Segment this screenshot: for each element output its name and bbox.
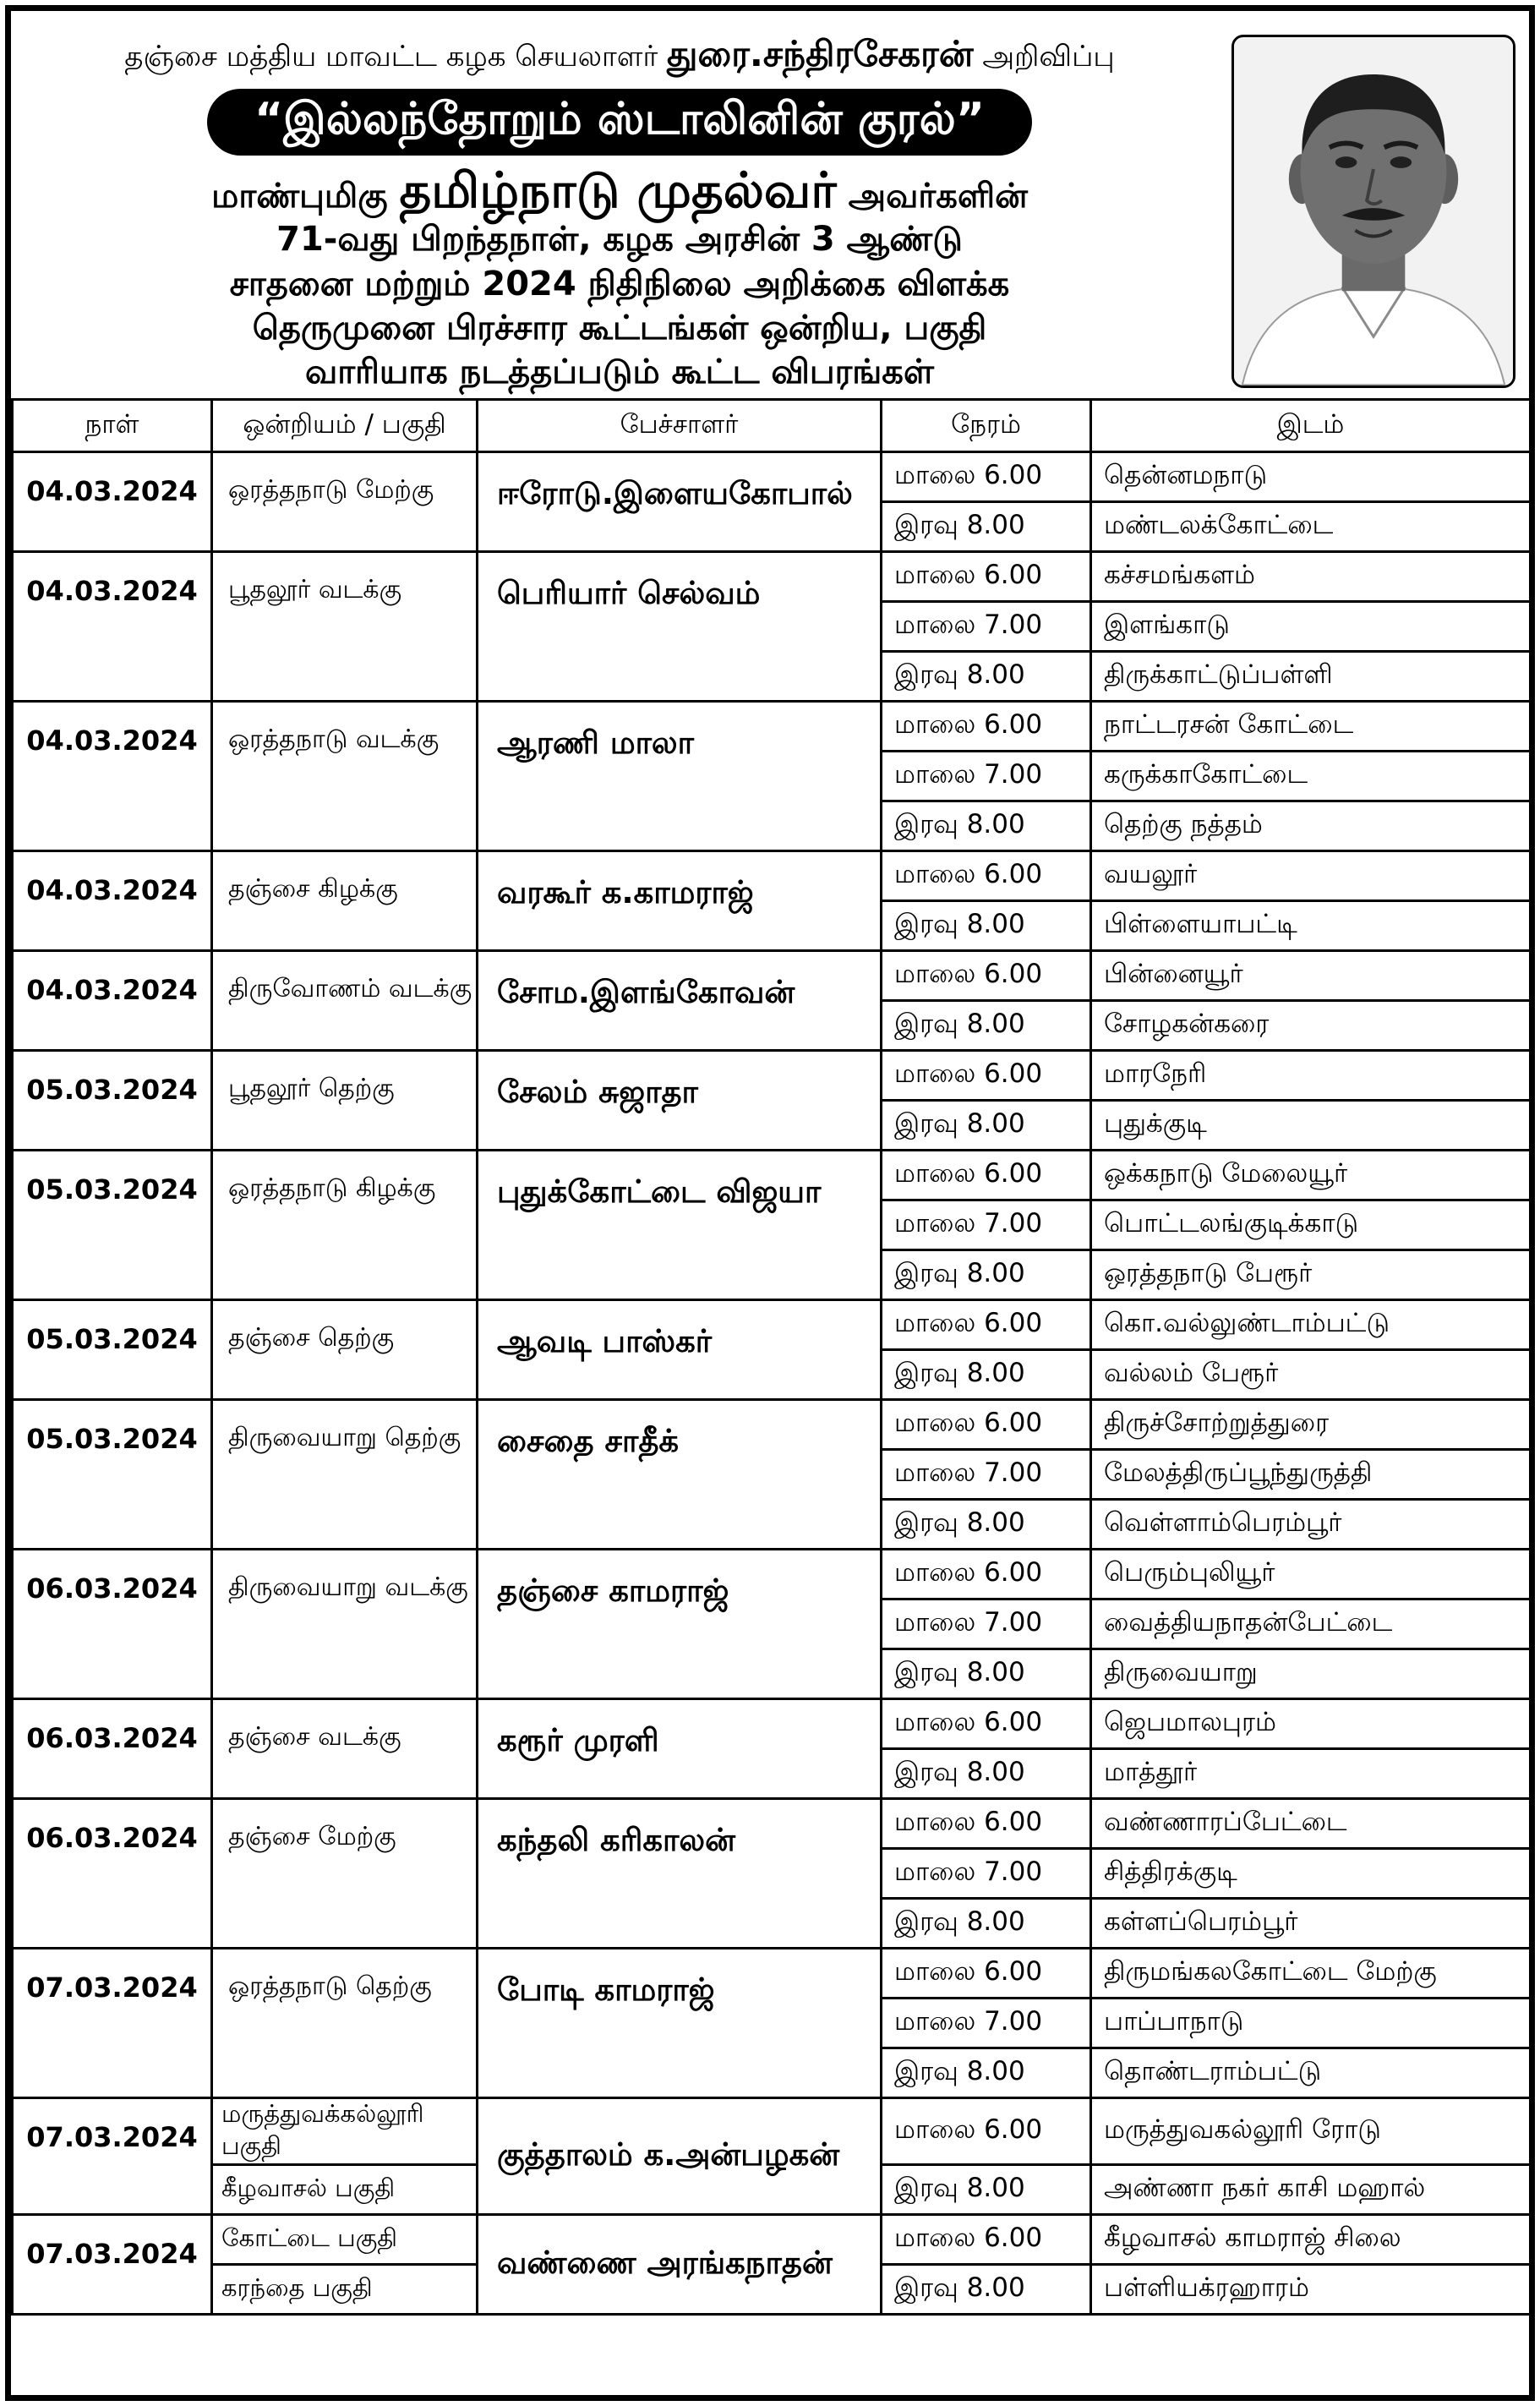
meeting-venue: பின்னையூர் [1091,951,1531,1001]
meeting-time: இரவு 8.00 [882,1899,1091,1949]
meeting-venue: திருமங்கலகோட்டை மேற்கு [1091,1949,1531,1999]
union-area: பூதலூர் வடக்கு [212,552,478,702]
meeting-venue: வைத்தியநாதன்பேட்டை [1091,1599,1531,1649]
heading-line-6: தெருமுனை பிரச்சார கூட்டங்கள் ஒன்றிய, பகுதி [252,309,987,347]
meeting-venue: ஒரத்தநாடு பேரூர் [1091,1250,1531,1300]
speaker-name: வரகூர் க.காமராஜ் [478,851,882,951]
table-row [13,1151,1531,1200]
meeting-venue: வயலூர் [1091,851,1531,901]
table-row [13,951,1531,1001]
meeting-time: இரவு 8.00 [882,1649,1091,1699]
meeting-venue: புதுக்குடி [1091,1101,1531,1151]
speaker-name: குத்தாலம் க.அன்பழகன் [478,2098,882,2215]
column-header-time: நேரம் [882,400,1091,452]
campaign-title-banner [11,89,1228,156]
union-area: ஒரத்தநாடு கிழக்கு [212,1151,478,1300]
schedule-table [11,398,1532,2316]
union-area: தஞ்சை மேற்கு [212,1799,478,1949]
meeting-venue: ஜெபமாலபுரம் [1091,1699,1531,1749]
table-row [13,702,1531,752]
meeting-venue: பெரும்புலியூர் [1091,1550,1531,1599]
meeting-time: இரவு 8.00 [882,901,1091,951]
table-row [13,452,1531,502]
cm-title: தமிழ்நாடு முதல்வர் [399,161,837,219]
meeting-date: 06.03.2024 [13,1699,212,1799]
meeting-date: 04.03.2024 [13,702,212,851]
heading-line-7: வாரியாக நடத்தப்படும் கூட்ட விபரங்கள் [304,353,934,391]
meeting-venue: சோழகன்கரை [1091,1001,1531,1051]
meeting-venue: ஒக்கநாடு மேலையூர் [1091,1151,1531,1200]
meeting-venue: தொண்டராம்பட்டு [1091,2048,1531,2098]
speaker-name: புதுக்கோட்டை விஜயா [478,1151,882,1300]
meeting-time: மாலை 7.00 [882,1999,1091,2048]
speaker-name: வண்ணை அரங்கநாதன் [478,2215,882,2315]
chief-minister-line [11,161,1228,226]
speaker-name: ஈரோடு.இளையகோபால் [478,452,882,552]
portrait-illustration [1234,37,1513,386]
meeting-time: மாலை 7.00 [882,752,1091,801]
meeting-venue: மண்டலக்கோட்டை [1091,502,1531,552]
meeting-venue: வல்லம் பேரூர் [1091,1350,1531,1400]
table-row [13,552,1531,602]
column-header-date: நாள் [13,400,212,452]
meeting-time: இரவு 8.00 [882,1500,1091,1550]
meeting-time: மாலை 6.00 [882,851,1091,901]
union-area: தஞ்சை வடக்கு [212,1699,478,1799]
speaker-name: கரூர் முரளி [478,1699,882,1799]
meeting-time: இரவு 8.00 [882,1101,1091,1151]
table-row [13,851,1531,901]
union-area: திருவையாறு தெற்கு [212,1400,478,1550]
meeting-time: இரவு 8.00 [882,1350,1091,1400]
table-row [13,1300,1531,1350]
table-row [13,1699,1531,1749]
speaker-name: கந்தலி கரிகாலன் [478,1799,882,1949]
meeting-time: மாலை 6.00 [882,702,1091,752]
meeting-venue: கச்சமங்களம் [1091,552,1531,602]
meeting-time: மாலை 6.00 [882,1799,1091,1849]
column-header-area: ஒன்றியம் / பகுதி [212,400,478,452]
meeting-time: இரவு 8.00 [882,1001,1091,1051]
meeting-venue: கள்ளப்பெரம்பூர் [1091,1899,1531,1949]
meeting-time: மாலை 6.00 [882,1699,1091,1749]
meeting-venue: கருக்காகோட்டை [1091,752,1531,801]
meeting-time: மாலை 6.00 [882,951,1091,1001]
schedule-body [13,452,1531,2315]
heading-line-4: 71-வது பிறந்தநாள், கழக அரசின் 3 ஆண்டு [276,220,963,259]
meeting-venue: திருக்காட்டுப்பள்ளி [1091,652,1531,702]
union-area: திருவையாறு வடக்கு [212,1550,478,1699]
meeting-time: மாலை 6.00 [882,1051,1091,1101]
meeting-venue: இளங்காடு [1091,602,1531,652]
table-row [13,1949,1531,1999]
meeting-venue: தெற்கு நத்தம் [1091,801,1531,851]
meeting-date: 05.03.2024 [13,1151,212,1300]
meeting-date: 04.03.2024 [13,552,212,702]
speaker-name: சோம.இளங்கோவன் [478,951,882,1051]
heading-line-5: சாதனை மற்றும் 2024 நிதிநிலை அறிக்கை விளக்க [229,265,1010,303]
meeting-time: இரவு 8.00 [882,652,1091,702]
meeting-venue: திருச்சோற்றுத்துரை [1091,1400,1531,1450]
meeting-date: 06.03.2024 [13,1799,212,1949]
meeting-time: இரவு 8.00 [882,1250,1091,1300]
meeting-venue: பொட்டலங்குடிக்காடு [1091,1200,1531,1250]
union-area: தஞ்சை தெற்கு [212,1300,478,1400]
meeting-venue: மருத்துவகல்லூரி ரோடு [1091,2098,1531,2165]
meeting-date: 06.03.2024 [13,1550,212,1699]
union-area: ஒரத்தநாடு மேற்கு [212,452,478,552]
meeting-venue: தென்னமநாடு [1091,452,1531,502]
meeting-date: 07.03.2024 [13,1949,212,2098]
meeting-date: 04.03.2024 [13,851,212,951]
meeting-time: மாலை 7.00 [882,1200,1091,1250]
announcer-name: துரை.சந்திரசேகரன் [667,33,974,74]
union-area: கரந்தை பகுதி [212,2265,478,2315]
meeting-time: மாலை 6.00 [882,452,1091,502]
union-area: பூதலூர் தெற்கு [212,1051,478,1151]
meeting-time: இரவு 8.00 [882,2165,1091,2215]
meeting-time: இரவு 8.00 [882,502,1091,552]
speaker-name: ஆவடி பாஸ்கர் [478,1300,882,1400]
meeting-time: மாலை 6.00 [882,1400,1091,1450]
meeting-time: இரவு 8.00 [882,2048,1091,2098]
meeting-venue: நாட்டரசன் கோட்டை [1091,702,1531,752]
meeting-venue: கீழவாசல் காமராஜ் சிலை [1091,2215,1531,2265]
meeting-date: 04.03.2024 [13,951,212,1051]
union-area: மருத்துவக்கல்லூரி பகுதி [212,2098,478,2165]
table-row [13,1799,1531,1849]
meeting-time: மாலை 6.00 [882,1949,1091,1999]
column-header-venue: இடம் [1091,400,1531,452]
meeting-venue: மாத்தூர் [1091,1749,1531,1799]
meeting-time: மாலை 6.00 [882,2215,1091,2265]
table-row [13,2098,1531,2165]
meeting-time: மாலை 6.00 [882,552,1091,602]
schedule-table-container [11,398,1529,2316]
meeting-date: 07.03.2024 [13,2215,212,2315]
union-area: கோட்டை பகுதி [212,2215,478,2265]
meeting-venue: பள்ளியக்ரஹாரம் [1091,2265,1531,2315]
campaign-title: “இல்லந்தோறும் ஸ்டாலினின் குரல்” [207,89,1032,156]
meeting-time: இரவு 8.00 [882,801,1091,851]
speaker-name: பெரியார் செல்வம் [478,552,882,702]
meeting-venue: பிள்ளையாபட்டி [1091,901,1531,951]
meeting-time: மாலை 6.00 [882,1300,1091,1350]
union-area: ஒரத்தநாடு தெற்கு [212,1949,478,2098]
meeting-time: மாலை 7.00 [882,602,1091,652]
table-header-row [13,400,1531,452]
speaker-name: சேலம் சுஜாதா [478,1051,882,1151]
meeting-time: மாலை 7.00 [882,1450,1091,1500]
meeting-date: 05.03.2024 [13,1400,212,1550]
meeting-date: 05.03.2024 [13,1051,212,1151]
speaker-name: போடி காமராஜ் [478,1949,882,2098]
union-area: திருவோணம் வடக்கு [212,951,478,1051]
announcer-suffix: அறிவிப்பு [982,40,1115,74]
cm-suffix: அவர்களின் [848,177,1028,216]
meeting-time: மாலை 6.00 [882,1550,1091,1599]
column-header-speaker: பேச்சாளர் [478,400,882,452]
meeting-time: மாலை 7.00 [882,1849,1091,1899]
meeting-venue: அண்ணா நகர் காசி மஹால் [1091,2165,1531,2215]
announcer-prefix: தஞ்சை மத்திய மாவட்ட கழக செயலாளர் [124,40,658,74]
meeting-venue: கொ.வல்லுண்டாம்பட்டு [1091,1300,1531,1350]
meeting-venue: பாப்பாநாடு [1091,1999,1531,2048]
union-area: கீழவாசல் பகுதி [212,2165,478,2215]
meeting-time: மாலை 7.00 [882,1599,1091,1649]
meeting-venue: மாரநேரி [1091,1051,1531,1101]
table-row [13,1550,1531,1599]
notice-page [5,5,1535,2401]
meeting-date: 05.03.2024 [13,1300,212,1400]
speaker-name: சைதை சாதீக் [478,1400,882,1550]
table-row [13,2215,1531,2265]
speaker-name: ஆரணி மாலா [478,702,882,851]
meeting-venue: வண்ணாரப்பேட்டை [1091,1799,1531,1849]
meeting-time: இரவு 8.00 [882,2265,1091,2315]
meeting-time: மாலை 6.00 [882,1151,1091,1200]
meeting-venue: திருவையாறு [1091,1649,1531,1699]
cm-prefix: மாண்புமிகு [211,177,388,216]
meeting-venue: வெள்ளாம்பெரம்பூர் [1091,1500,1531,1550]
header-text [11,11,1228,398]
table-row [13,1051,1531,1101]
table-row [13,1400,1531,1450]
meeting-date: 04.03.2024 [13,452,212,552]
notice-header [11,11,1529,398]
union-area: தஞ்சை கிழக்கு [212,851,478,951]
meeting-time: இரவு 8.00 [882,1749,1091,1799]
meeting-venue: மேலத்திருப்பூந்துருத்தி [1091,1450,1531,1500]
meeting-time: மாலை 6.00 [882,2098,1091,2165]
meeting-venue: சித்திரக்குடி [1091,1849,1531,1899]
portrait-photo [1231,35,1515,388]
meeting-date: 07.03.2024 [13,2098,212,2215]
speaker-name: தஞ்சை காமராஜ் [478,1550,882,1699]
union-area: ஒரத்தநாடு வடக்கு [212,702,478,851]
announcer-line [11,33,1228,79]
